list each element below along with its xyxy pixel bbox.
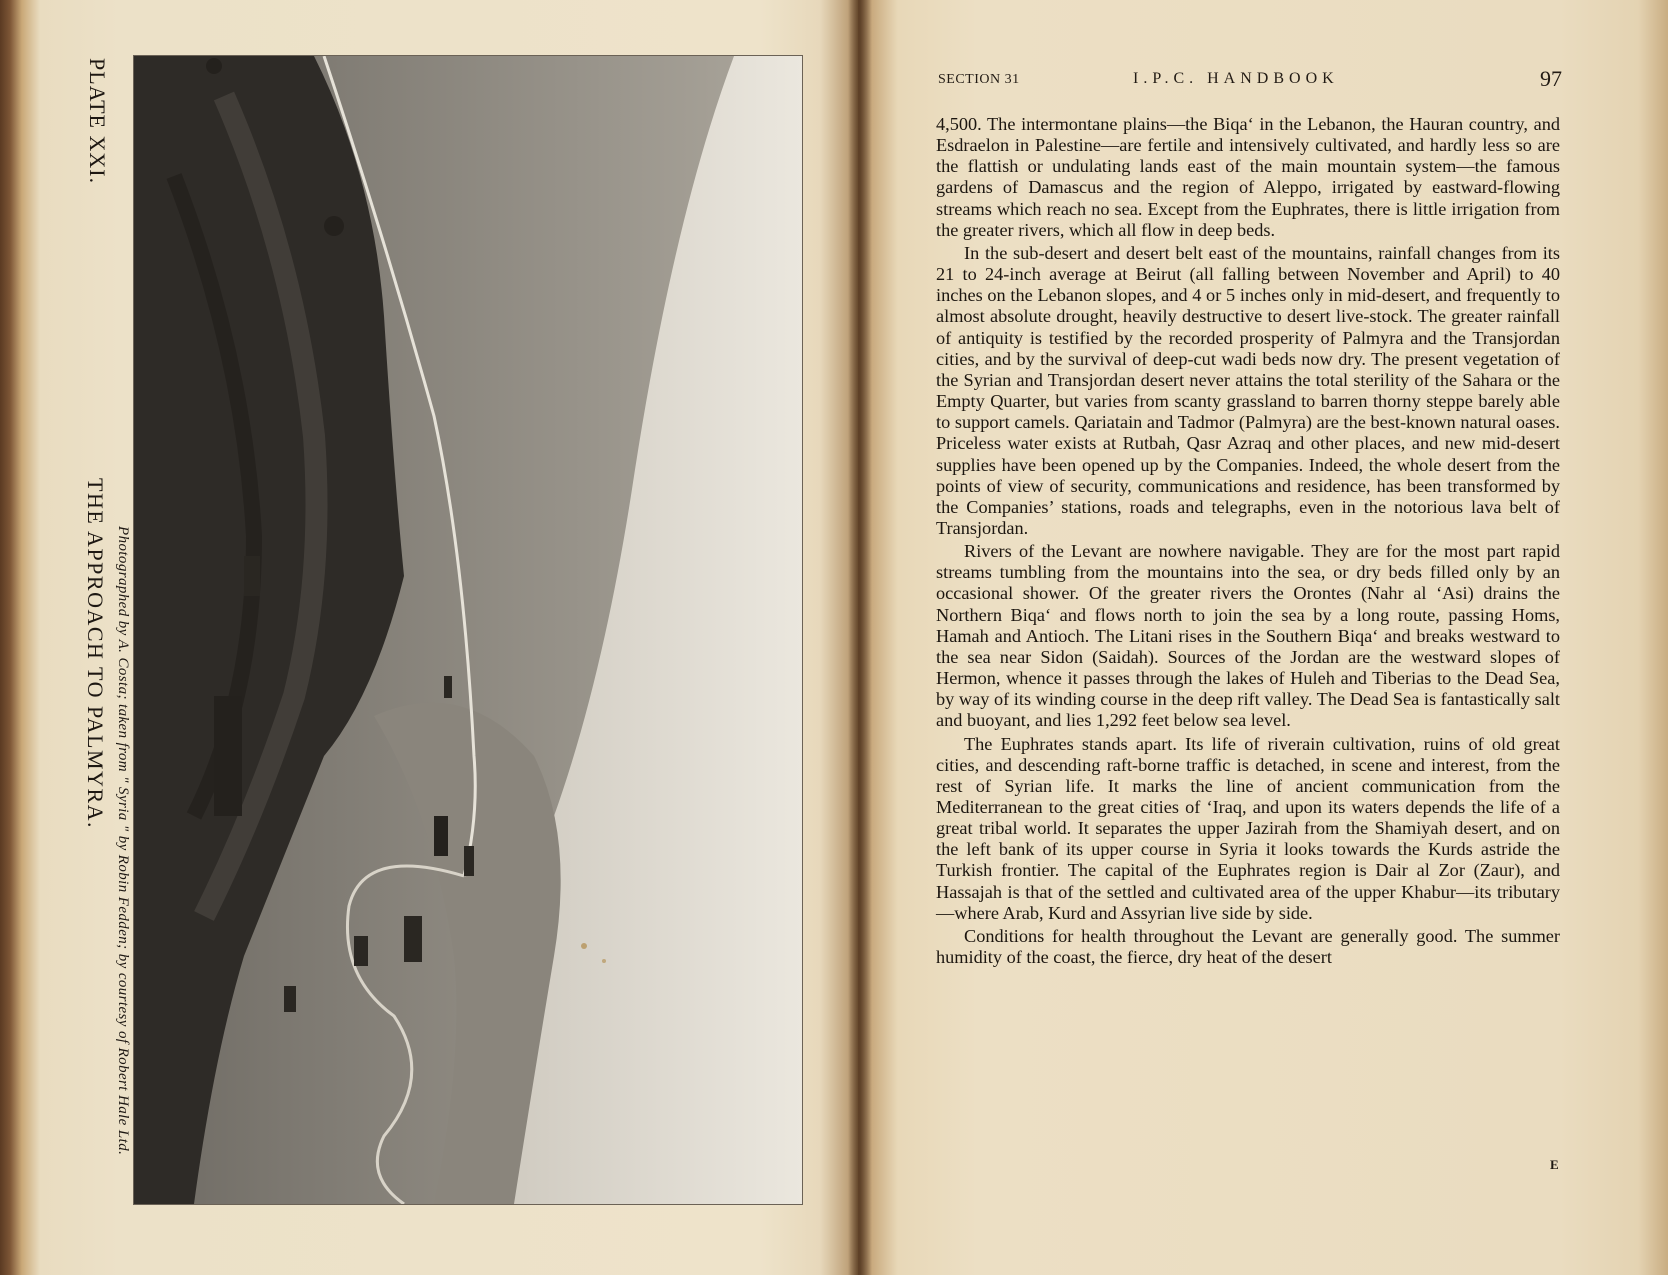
- handbook-title: I.P.C. HANDBOOK: [1133, 70, 1339, 87]
- palmyra-photograph: [134, 56, 802, 1204]
- paragraph: The Euphrates stands apart. Its life of riverain cultivation, ruins of old great cities, and descending raft-borne traffic is detached, in scene and interest, from the rest of Syrian life. It marks the line of ancient communication from the Mediterranean to the great cities of ‘Iraq, and upon its waters depends the life of a great tribal world. It separates the upper Jazirah from the Shamiyah desert, and on the left bank of its upper course in Syria it looks towards the Kurds astride the Turkish frontier. The capital of the Euphrates region is Dair al Zor (Zaur), and Hassajah is that of the settled and cultivated area of the upper Khabur—its tributary—where Arab, Kurd and Assyrian live side by side.: [936, 733, 1560, 923]
- paragraph: Rivers of the Levant are nowhere navigable. They are for the most part rapid streams tumbling from the mountains into the sea, or dry beds filled only by an occasional shower. Of the greater rivers the Orontes (Nahr al ‘Asi) drains the Northern Biqa‘ and flows north to join the sea by a long route, passing Homs, Hamah and Antioch. The Litani rises in the Southern Biqa‘ and breaks westward to the sea near Sidon (Saidah). Sources of the Jordan are the westward slopes of Hermon, whence it passes through the lakes of Huleh and Tiberias to the Dead Sea, by way of its winding course in the deep rift valley. The Dead Sea is fantastically salt and buoyant, and lies 1,292 feet below sea level.: [936, 541, 1560, 731]
- photo-credit: Photographed by A. Costa; taken from " Syria " by Robin Fedden; by courtesy of Robert Hale Ltd.: [115, 526, 131, 1156]
- plate-label: PLATE XXI.: [85, 58, 110, 185]
- page-number: 97: [1540, 66, 1562, 91]
- paragraph: In the sub-desert and desert belt east of the mountains, rainfall changes from its 21 to 24-inch average at Beirut (all falling between November and April) to 40 inches on the Lebanon slopes, and 4 or 5 inches only in mid-desert, and frequently to almost absolute drought, heavily destructive to desert live-stock. The greater rainfall of antiquity is testified by the recorded prosperity of Palmyra and the Transjordan cities, and by the survival of deep-cut wadi beds now dry. The present vegetation of the Syrian and Transjordan desert never attains the total sterility of the Sahara or the Empty Quarter, but varies from scanty grassland to barren thorny steppe barely able to support camels. Qariatain and Tadmor (Palmyra) are the best-known natural oases. Priceless water exists at Rutbah, Qasr Azraq and other places, and new mid-desert supplies have been opened up by the Companies. Indeed, the whole desert from the points of view of security, communications and residence, has been transformed by the Companies’ stations, roads and telegraphs, even in the notorious lava belt of Transjordan.: [936, 242, 1560, 538]
- paragraph: Conditions for health throughout the Levant are generally good. The summer humidity of the coast, the fierce, dry heat of the desert: [936, 925, 1560, 968]
- section-label: SECTION 31: [938, 72, 1020, 87]
- signature-mark: E: [1550, 1157, 1559, 1172]
- body-text: [936, 114, 1560, 970]
- plate-title: THE APPROACH TO PALMYRA.: [83, 478, 108, 830]
- paragraph: 4,500. The intermontane plains—the Biqa‘ in the Lebanon, the Hauran country, and Esdraelon in Palestine—are fertile and intensively cultivated, and hardly less so are the flattish or undulating lands east of the main mountain system—the famous gardens of Damascus and the region of Aleppo, irrigated by eastward-flowing streams which reach no sea. Except from the Euphrates, there is little irrigation from the greater rivers, which all flow in deep beds.: [936, 114, 1560, 240]
- gutter: [848, 0, 872, 1275]
- photograph-image: [134, 56, 802, 1204]
- running-head: [938, 66, 1562, 96]
